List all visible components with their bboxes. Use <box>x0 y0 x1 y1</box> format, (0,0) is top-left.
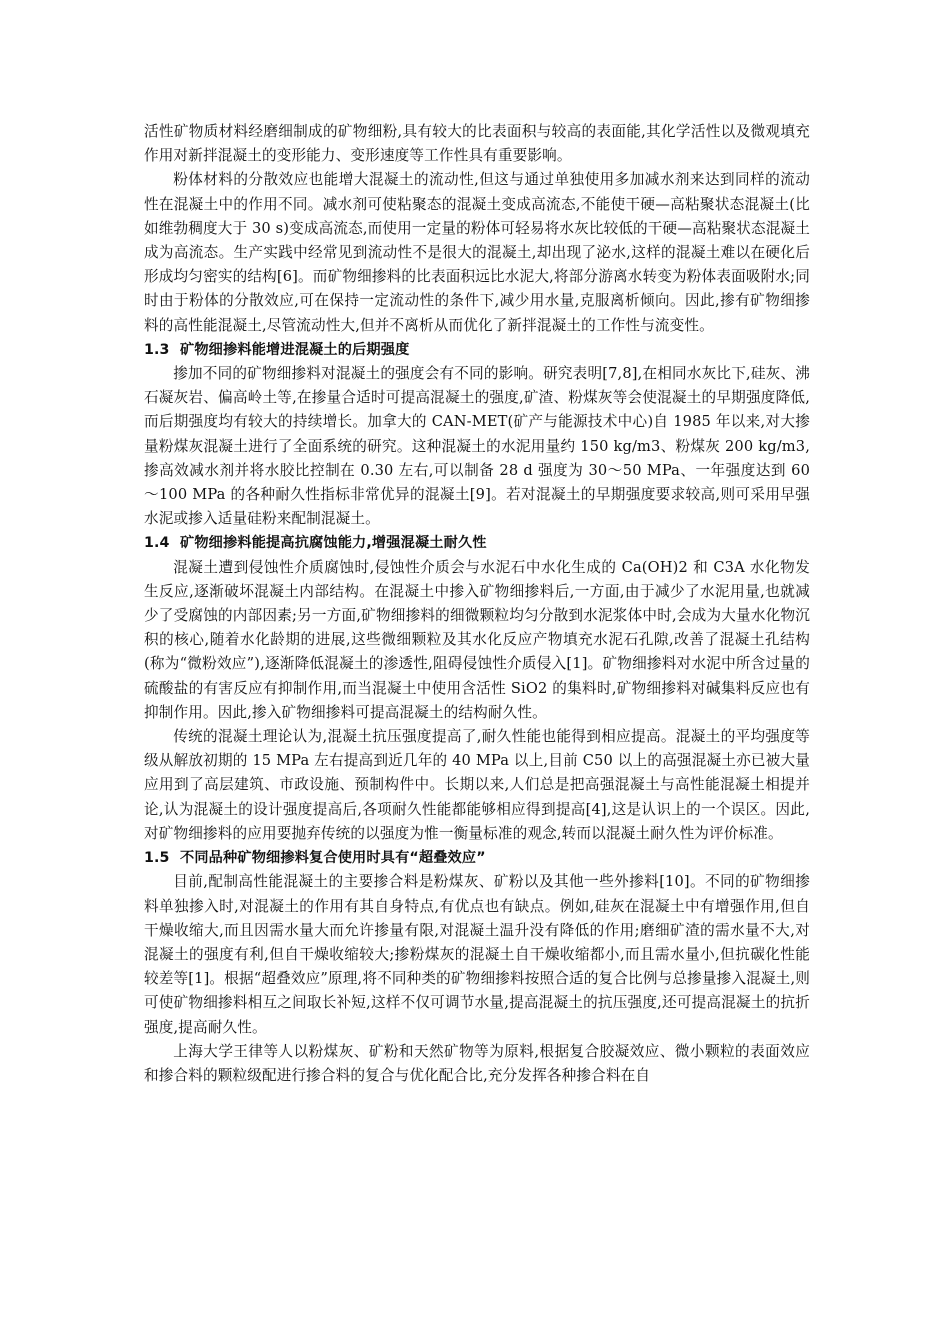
body-paragraph: 掺加不同的矿物细掺料对混凝土的强度会有不同的影响。研究表明[7,8],在相同水灰比下,硅灰、沸石凝灰岩、偏高岭土等,在掺量合适时可提高混凝土的强度,矿渣、粉煤灰等会使混凝土的早期强度降低,而后期强度均有较大的持续增长。加拿大的 CAN-MET(矿产与能源技术中心)自 1985 年以来,对大掺量粉煤灰混凝土进行了全面系统的研究。这种混凝土的水泥用量约 150 kg/m3、粉煤灰 200 kg/m3,掺高效减水剂并将水胶比控制在 0.30 左右,可以制备 28 d 强度为 30～50 MPa、一年强度达到 60～100 MPa 的各种耐久性指标非常优异的混凝土[9]。若对混凝土的早期强度要求较高,则可采用早强水泥或掺入适量硅粉来配制混凝土。 <box>144 365 810 528</box>
section-number: 1.5 <box>144 850 170 867</box>
body-paragraph: 混凝土遭到侵蚀性介质腐蚀时,侵蚀性介质会与水泥石中水化生成的 Ca(OH)2 和 C3A 水化物发生反应,逐渐破坏混凝土内部结构。在混凝土中掺入矿物细掺料后,一方面,由于减少了水泥用量,也就减少了受腐蚀的内部因素;另一方面,矿物细掺料的细微颗粒均匀分散到水泥浆体中时,会成为大量水化物沉积的核心,随着水化龄期的进展,这些微细颗粒及其水化反应产物填充水泥石孔隙,改善了混凝土孔结构(称为“微粉效应”),逐渐降低混凝土的渗透性,阻碍侵蚀性介质侵入[1]。矿物细掺料对水泥中所含过量的硫酸盐的有害反应有抑制作用,而当混凝土中使用含活性 SiO2 的集料时,矿物细掺料对碱集料反应也有抑制作用。因此,掺入矿物细掺料可提高混凝土的结构耐久性。 <box>144 558 810 721</box>
section-number: 1.4 <box>144 535 170 552</box>
section-title: 矿物细掺料能增进混凝土的后期强度 <box>180 341 410 358</box>
section-heading <box>144 846 810 870</box>
body-paragraph: 传统的混凝土理论认为,混凝土抗压强度提高了,耐久性能也能得到相应提高。混凝土的平均强度等级从解放初期的 15 MPa 左右提高到近几年的 40 MPa 以上,目前 C50 以上的高强混凝土亦已被大量应用到了高层建筑、市政设施、预制构件中。长期以来,人们总是把高强混凝土与高性能混凝土相提并论,认为混凝土的设计强度提高后,各项耐久性能都能够相应得到提高[4],这是认识上的一个误区。因此,对矿物细掺料的应用要抛弃传统的以强度为惟一衡量标准的观念,转而以混凝土耐久性为评价标准。 <box>144 728 810 842</box>
section-title: 矿物细掺料能提高抗腐蚀能力,增强混凝土耐久性 <box>180 535 487 552</box>
section-heading <box>144 531 810 555</box>
section-heading <box>144 338 810 362</box>
body-paragraph: 目前,配制高性能混凝土的主要掺合料是粉煤灰、矿粉以及其他一些外掺料[10]。不同的矿物细掺料单独掺入时,对混凝土的作用有其自身特点,有优点也有缺点。例如,硅灰在混凝土中有增强作用,但自干燥收缩大,而且因需水量大而允许掺量有限,对混凝土温升没有降低的作用;磨细矿渣的需水量不大,对混凝土的强度有利,但自干燥收缩较大;掺粉煤灰的混凝土自干燥收缩都小,而且需水量小,但抗碳化性能较差等[1]。根据“超叠效应”原理,将不同种类的矿物细掺料按照合适的复合比例与总掺量掺入混凝土,则可使矿物细掺料相互之间取长补短,这样不仅可调节水量,提高混凝土的抗压强度,还可提高混凝土的抗折强度,提高耐久性。 <box>144 873 810 1036</box>
section-number: 1.3 <box>144 341 170 358</box>
document-page <box>144 120 810 1088</box>
body-paragraph: 活性矿物质材料经磨细制成的矿物细粉,具有较大的比表面积与较高的表面能,其化学活性以及微观填充作用对新拌混凝土的变形能力、变形速度等工作性具有重要影响。 <box>144 123 810 165</box>
body-paragraph: 上海大学王律等人以粉煤灰、矿粉和天然矿物等为原料,根据复合胶凝效应、微小颗粒的表面效应和掺合料的颗粒级配进行掺合料的复合与优化配合比,充分发挥各种掺合料在自 <box>144 1042 810 1084</box>
body-paragraph: 粉体材料的分散效应也能增大混凝土的流动性,但这与通过单独使用多加减水剂来达到同样的流动性在混凝土中的作用不同。减水剂可使粘聚态的混凝土变成高流态,不能使干硬—高粘聚状态混凝土(比如维勃稠度大于 30 s)变成高流态,而使用一定量的粉体可轻易将水灰比较低的干硬—高粘聚状态混凝土成为高流态。生产实践中经常见到流动性不是很大的混凝土,却出现了泌水,这样的混凝土难以在硬化后形成均匀密实的结构[6]。而矿物细掺料的比表面积远比水泥大,将部分游离水转变为粉体表面吸附水;同时由于粉体的分散效应,可在保持一定流动性的条件下,减少用水量,克服离析倾向。因此,掺有矿物细掺料的高性能混凝土,尽管流动性大,但并不离析从而优化了新拌混凝土的工作性与流变性。 <box>144 171 810 334</box>
section-title: 不同品种矿物细掺料复合使用时具有“超叠效应” <box>180 850 486 867</box>
